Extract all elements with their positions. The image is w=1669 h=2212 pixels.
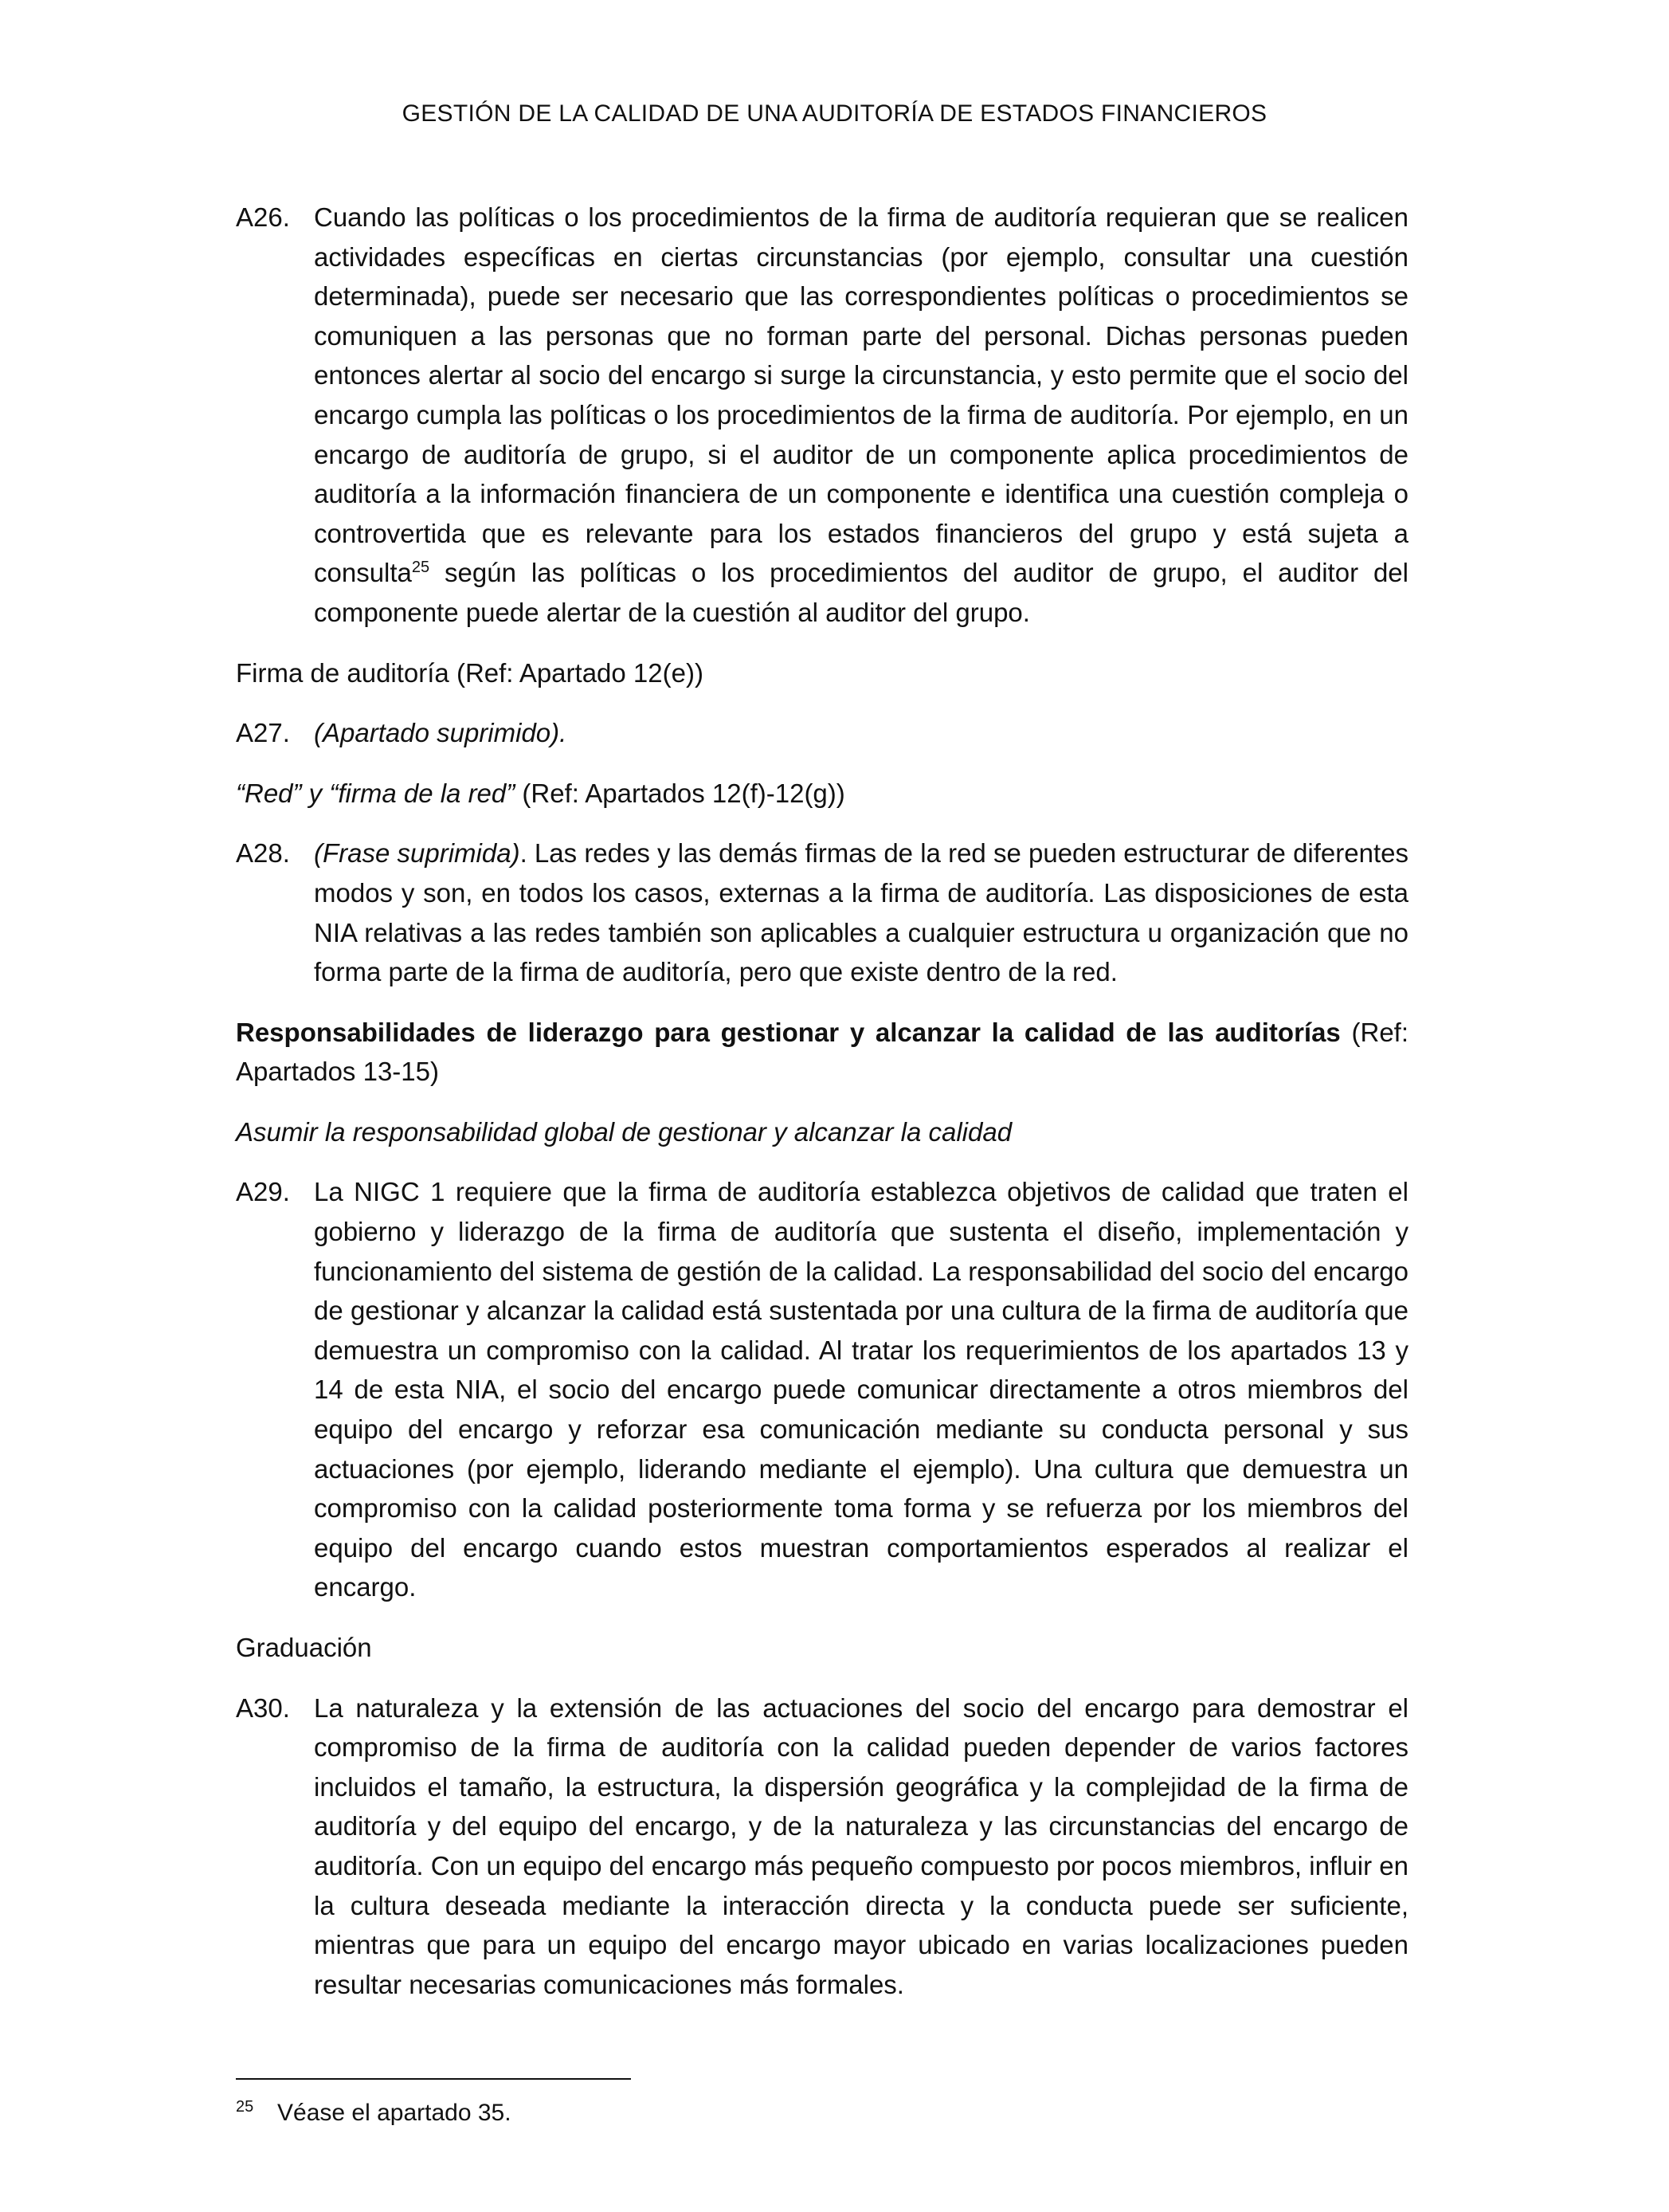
paragraph-a30	[236, 1688, 1408, 2005]
paragraph-text: La naturaleza y la extensión de las actuaciones del socio del encargo para demostrar el compromiso de la firma de auditoría con la calidad pueden depender de varios factores incluidos el tamaño, la estructura, la dispersión geográfica y la complejidad de la firma de auditoría y del equipo del encargo, y de la naturaleza y las circunstancias del encargo de auditoría. Con un equipo del encargo más pequeño compuesto por pocos miembros, influir en la cultura deseada mediante la interacción directa y la conducta puede ser suficiente, mientras que para un equipo del encargo mayor ubicado en varias localizaciones pueden resultar necesarias comunicaciones más formales.	[314, 1692, 1408, 1999]
paragraph-text: Cuando las políticas o los procedimientos de la firma de auditoría requieran que se realicen actividades específicas en ciertas circunstancias (por ejemplo, consultar una cuestión determinada), puede ser necesario que las correspondientes políticas o procedimientos se comuniquen a las personas que no forman parte del personal. Dichas personas pueden entonces alertar al socio del encargo si surge la circunstancia, y esto permite que el socio del encargo cumpla las políticas o los procedimientos de la firma de auditoría. Por ejemplo, en un encargo de auditoría de grupo, si el auditor de un componente aplica procedimientos de auditoría a la información financiera de un componente e identifica una cuestión compleja o controvertida que es relevante para los estados financieros del grupo y está sujeta a consulta	[314, 202, 1408, 588]
paragraph-number: A27.	[236, 718, 290, 748]
footnote: 25 Véase el apartado 35.	[236, 2098, 511, 2126]
running-header: GESTIÓN DE LA CALIDAD DE UNA AUDITORÍA DE ESTADOS FINANCIEROS	[402, 100, 1267, 127]
section-heading-responsabilidades	[236, 1013, 1408, 1092]
paragraph-text: . Las redes y las demás firmas de la red se pueden estructurar de diferentes modos y son, en todos los casos, externas a la firma de auditoría. Las disposiciones de esta NIA relativas a las redes también son aplicables a cualquier estructura u organización que no forma parte de la firma de auditoría, pero que existe dentro de la red.	[314, 838, 1409, 987]
footnote-reference[interactable]: 25	[411, 559, 430, 577]
paragraph-italic-text: (Frase suprimida)	[314, 838, 520, 869]
paragraph-a29	[236, 1172, 1408, 1607]
paragraph-a26	[236, 198, 1408, 633]
paragraph-text-continued: según las políticas o los procedimientos del auditor de grupo, el auditor del componente puede alertar de la cuestión al auditor del grupo.	[314, 558, 1408, 627]
paragraph-number: A29.	[236, 1177, 290, 1207]
subheading-asumir: Asumir la responsabilidad global de gestionar y alcanzar la calidad	[236, 1116, 1013, 1147]
heading-bold-text: Responsabilidades de liderazgo para gestionar y alcanzar la calidad de las auditorías	[236, 1017, 1341, 1047]
heading-reference: (Ref: Apartados 12(f)-12(g))	[515, 778, 845, 808]
footnote-text: Véase el apartado 35.	[277, 2100, 511, 2126]
paragraph-a28	[236, 833, 1408, 991]
heading-italic-text: “Red” y “firma de la red”	[236, 778, 515, 808]
paragraph-text: (Apartado suprimido).	[314, 718, 567, 748]
footnote-divider	[236, 2078, 631, 2080]
page-body	[236, 198, 1408, 2025]
paragraph-a27	[236, 713, 1408, 753]
paragraph-number: A28.	[236, 838, 290, 869]
section-heading-red	[236, 774, 1408, 814]
heading-reference: (Ref: Apartados 13-15)	[236, 1017, 1409, 1087]
paragraph-text: La NIGC 1 requiere que la firma de auditoría establezca objetivos de calidad que traten el gobierno y liderazgo de la firma de auditoría que sustenta el diseño, implementación y funcionamiento del sistema de gestión de la calidad. La responsabilidad del socio del encargo de gestionar y alcanzar la calidad está sustentada por una cultura de la firma de auditoría que demuestra un compromiso con la calidad. Al tratar los requerimientos de los apartados 13 y 14 de esta NIA, el socio del encargo puede comunicar directamente a otros miembros del equipo del encargo y reforzar esa comunicación mediante su conducta personal y sus actuaciones (por ejemplo, liderando mediante el ejemplo). Una cultura que demuestra un compromiso con la calidad posteriormente toma forma y se refuerza por los miembros del equipo del encargo cuando estos muestran comportamientos esperados al realizar el encargo.	[314, 1177, 1408, 1602]
paragraph-number: A26.	[236, 202, 290, 232]
subheading-graduacion: Graduación	[236, 1633, 372, 1662]
paragraph-number: A30.	[236, 1692, 290, 1723]
section-heading-firma: Firma de auditoría (Ref: Apartado 12(e))	[236, 657, 703, 688]
